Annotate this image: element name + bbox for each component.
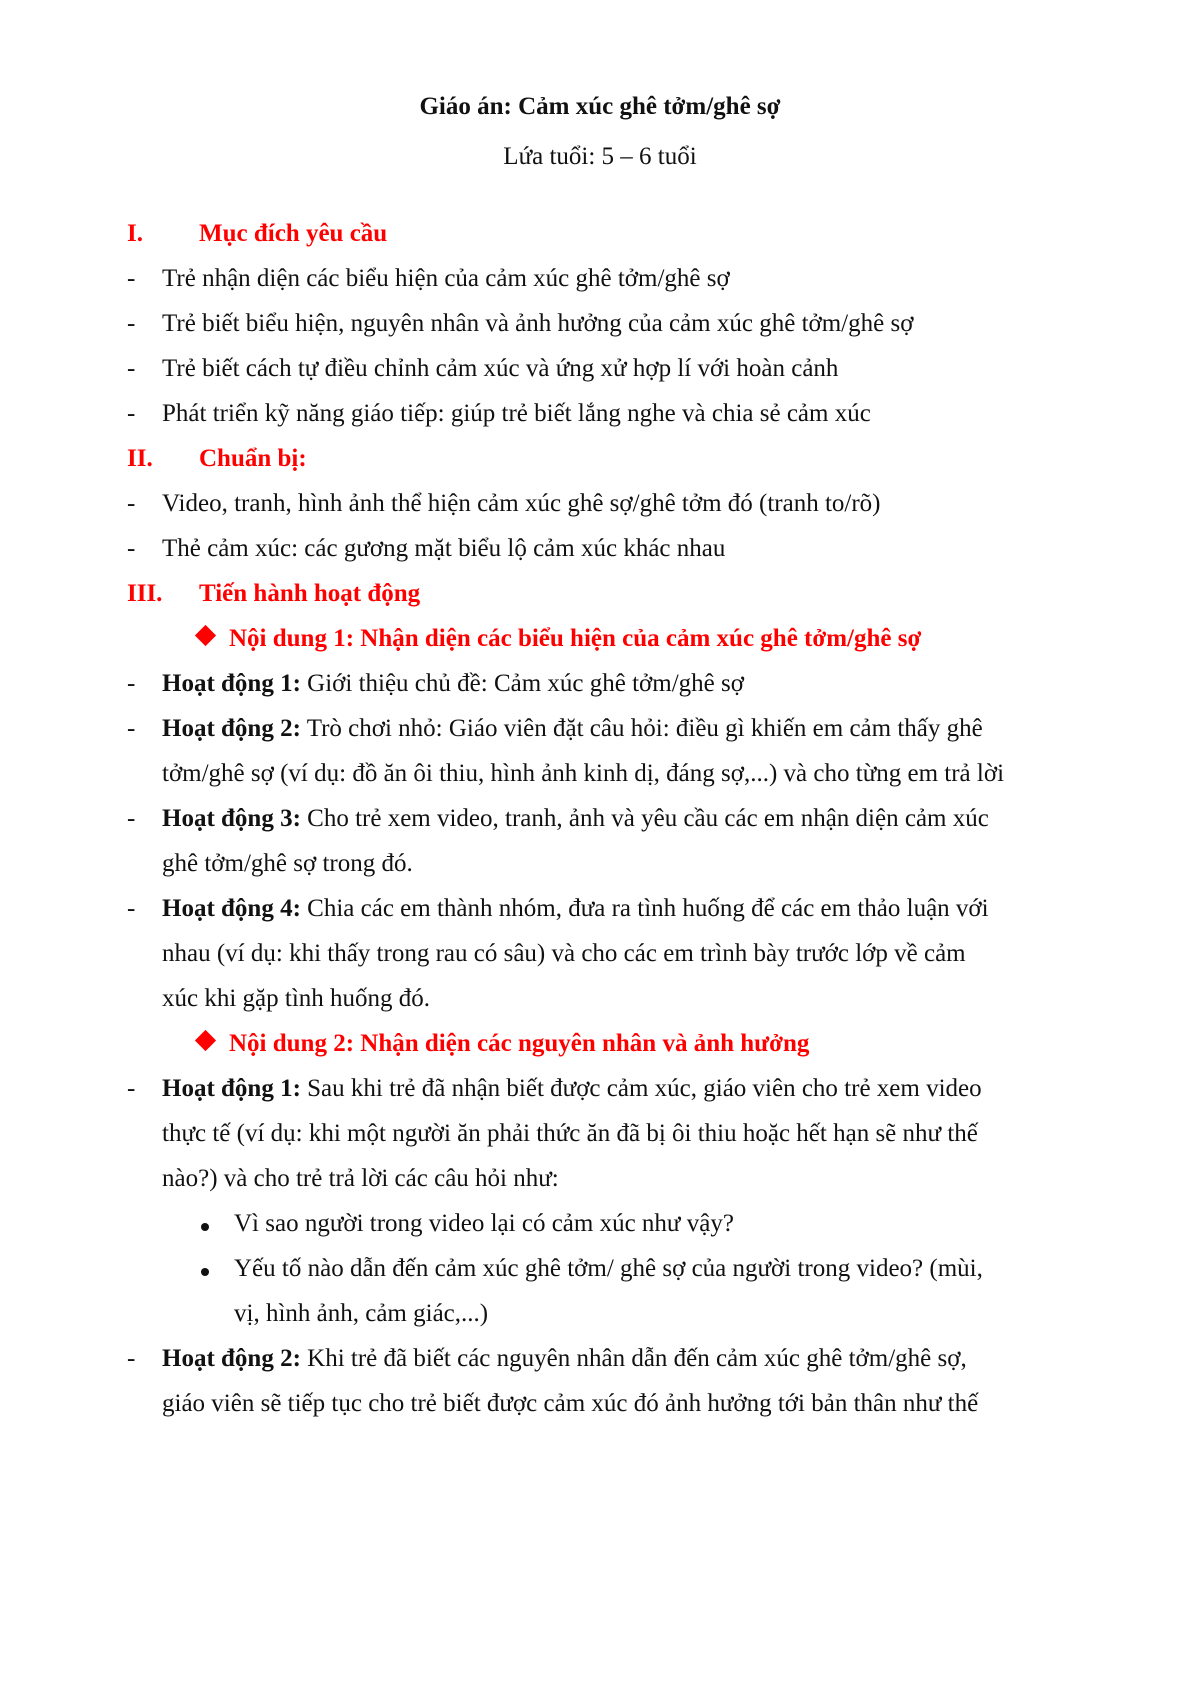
activity-text: Cho trẻ xem video, tranh, ảnh và yêu cầu các em nhận diện cảm xúc [300, 805, 989, 832]
activity-label: Hoạt động 3: [162, 805, 301, 832]
content-1-heading-text: Nội dung 1: Nhận diện các biểu hiện của cảm xúc ghê tởm/ghê sợ [229, 625, 922, 652]
diamond-bullet-icon [195, 1030, 216, 1051]
section-2-title: Chuẩn bị: [199, 445, 307, 472]
round-bullet-icon [201, 1268, 209, 1276]
list-item: Phát triển kỹ năng giáo tiếp: giúp trẻ biết lắng nghe và chia sẻ cảm xúc [162, 400, 871, 427]
activity-text: Sau khi trẻ đã nhận biết được cảm xúc, giáo viên cho trẻ xem video [300, 1075, 982, 1102]
list-dash: - [127, 805, 136, 832]
section-3-number: III. [127, 580, 163, 607]
activity-text: Trò chơi nhỏ: Giáo viên đặt câu hỏi: điều gì khiến em cảm thấy ghê [300, 715, 983, 742]
activity-2-1 [162, 1074, 982, 1104]
activity-label: Hoạt động 1: [162, 1075, 301, 1102]
activity-label: Hoạt động 1: [162, 670, 301, 697]
activity-label: Hoạt động 2: [162, 1345, 301, 1372]
list-item: Trẻ nhận diện các biểu hiện của cảm xúc ghê tởm/ghê sợ [162, 265, 730, 292]
activity-text-continued: ghê tởm/ghê sợ trong đó. [162, 850, 413, 877]
list-dash: - [127, 670, 136, 697]
content-1-heading [198, 624, 921, 654]
list-dash: - [127, 1075, 136, 1102]
activity-text: Giới thiệu chủ đề: Cảm xúc ghê tởm/ghê sợ [300, 670, 744, 697]
list-dash: - [127, 1345, 136, 1372]
activity-2-2 [162, 1344, 967, 1374]
list-dash: - [127, 895, 136, 922]
activity-text: Chia các em thành nhóm, đưa ra tình huống để các em thảo luận với [300, 895, 989, 922]
list-dash: - [127, 265, 136, 292]
activity-text-continued: giáo viên sẽ tiếp tục cho trẻ biết được cảm xúc đó ảnh hưởng tới bản thân như thế [162, 1390, 979, 1417]
activity-text-continued: thực tế (ví dụ: khi một người ăn phải thức ăn đã bị ôi thiu hoặc hết hạn sẽ như thế [162, 1120, 978, 1147]
activity-text: Khi trẻ đã biết các nguyên nhân dẫn đến cảm xúc ghê tởm/ghê sợ, [300, 1345, 967, 1372]
activity-text-continued: nào?) và cho trẻ trả lời các câu hỏi như: [162, 1165, 559, 1192]
bullet-item: Yếu tố nào dẫn đến cảm xúc ghê tởm/ ghê sợ của người trong video? (mùi, [234, 1255, 983, 1282]
list-dash: - [127, 715, 136, 742]
activity-1-3 [162, 804, 989, 834]
list-dash: - [127, 355, 136, 382]
section-1-title: Mục đích yêu cầu [199, 220, 388, 247]
list-item: Trẻ biết cách tự điều chỉnh cảm xúc và ứng xử hợp lí với hoàn cảnh [162, 355, 839, 382]
list-dash: - [127, 310, 136, 337]
list-item: Thẻ cảm xúc: các gương mặt biểu lộ cảm xúc khác nhau [162, 535, 726, 562]
section-3-title: Tiến hành hoạt động [199, 580, 421, 607]
round-bullet-icon [201, 1223, 209, 1231]
list-item: Video, tranh, hình ảnh thể hiện cảm xúc ghê sợ/ghê tởm đó (tranh to/rõ) [162, 490, 881, 517]
activity-label: Hoạt động 2: [162, 715, 301, 742]
activity-label: Hoạt động 4: [162, 895, 301, 922]
content-2-heading-text: Nội dung 2: Nhận diện các nguyên nhân và ảnh hưởng [229, 1030, 810, 1057]
bullet-item: Vì sao người trong video lại có cảm xúc như vậy? [234, 1210, 734, 1237]
list-dash: - [127, 535, 136, 562]
list-dash: - [127, 400, 136, 427]
section-2-number: II. [127, 445, 153, 472]
activity-1-2 [162, 714, 983, 744]
activity-1-1 [162, 669, 744, 699]
list-dash: - [127, 490, 136, 517]
section-1-number: I. [127, 220, 143, 247]
content-2-heading [198, 1029, 809, 1059]
activity-text-continued: xúc khi gặp tình huống đó. [162, 985, 431, 1012]
activity-text-continued: nhau (ví dụ: khi thấy trong rau có sâu) và cho các em trình bày trước lớp về cảm [162, 940, 966, 967]
activity-text-continued: tởm/ghê sợ (ví dụ: đồ ăn ôi thiu, hình ảnh kinh dị, đáng sợ,...) và cho từng em trả lời [162, 760, 1005, 787]
document-title: Giáo án: Cảm xúc ghê tởm/ghê sợ [419, 93, 781, 120]
list-item: Trẻ biết biểu hiện, nguyên nhân và ảnh hưởng của cảm xúc ghê tởm/ghê sợ [162, 310, 914, 337]
activity-1-4 [162, 894, 989, 924]
diamond-bullet-icon [195, 625, 216, 646]
bullet-item-continued: vị, hình ảnh, cảm giác,...) [234, 1300, 489, 1327]
age-range: Lứa tuổi: 5 – 6 tuổi [503, 143, 697, 170]
